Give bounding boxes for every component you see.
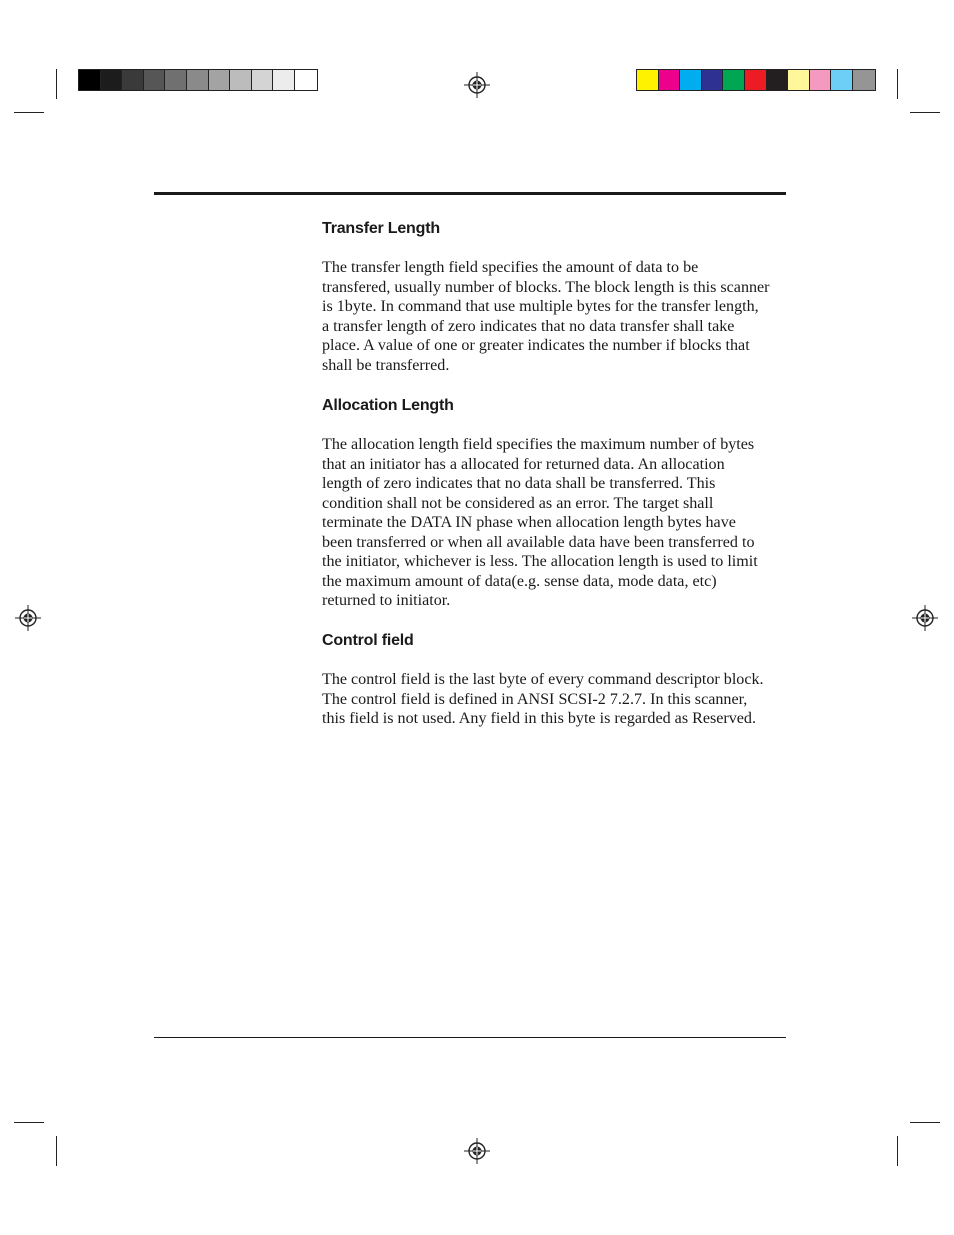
footer-rule bbox=[154, 1037, 786, 1038]
process-color-swatch bbox=[745, 70, 767, 90]
process-color-swatch bbox=[680, 70, 702, 90]
process-color-swatch bbox=[702, 70, 724, 90]
section-heading: Transfer Length bbox=[322, 220, 440, 237]
crop-mark-bottom-left-vertical bbox=[56, 1136, 57, 1166]
process-color-swatch bbox=[659, 70, 681, 90]
grayscale-swatch bbox=[273, 70, 295, 90]
section-control-field bbox=[322, 632, 792, 727]
grayscale-color-bar bbox=[78, 69, 318, 91]
grayscale-swatch bbox=[79, 70, 101, 90]
section-paragraph: The allocation length field specifies the maximum number of bytes that an initiator has a allocated for returned data. An allocation length of zero indicates that no data shall be transferred. This condition shall not be considered as an error. The target shall terminate the DATA IN phase when allocation length bytes have been transferred or when all available data have been transferred to the initiator, whichever is less. The allocation length is used to limit the maximum amount of data(e.g. sense data, mode data, etc) returned to initiator. bbox=[322, 436, 758, 609]
section-allocation-length bbox=[322, 397, 792, 609]
section-paragraph: The control field is the last byte of every command descriptor block. The control field is defined in ANSI SCSI-2 7.2.7. In this scanner, this field is not used. Any field in this byte is regarded as Reserved. bbox=[322, 671, 764, 727]
crop-mark-top-right-vertical bbox=[897, 69, 898, 99]
registration-mark-bottom-icon bbox=[464, 1138, 490, 1164]
crop-mark-top-right-horizontal bbox=[910, 112, 940, 113]
process-color-swatch bbox=[810, 70, 832, 90]
registration-mark-right-icon bbox=[912, 605, 938, 631]
registration-mark-top-icon bbox=[464, 72, 490, 98]
grayscale-swatch bbox=[209, 70, 231, 90]
section-paragraph: The transfer length field specifies the amount of data to be transfered, usually number of blocks. The block length is this scanner is 1byte. In command that use multiple bytes for the transfer length, a transfer length of zero indicates that no data transfer shall take place. A value of one or greater indicates the number if blocks that shall be transferred. bbox=[322, 259, 770, 374]
grayscale-swatch bbox=[230, 70, 252, 90]
grayscale-swatch bbox=[295, 70, 317, 90]
process-color-swatch bbox=[853, 70, 875, 90]
grayscale-swatch bbox=[101, 70, 123, 90]
process-color-swatch bbox=[788, 70, 810, 90]
grayscale-swatch bbox=[187, 70, 209, 90]
crop-mark-bottom-right-vertical bbox=[897, 1136, 898, 1166]
process-color-swatch bbox=[767, 70, 789, 90]
grayscale-swatch bbox=[165, 70, 187, 90]
crop-mark-top-left-vertical bbox=[56, 69, 57, 99]
process-color-swatch bbox=[637, 70, 659, 90]
crop-mark-top-left-horizontal bbox=[14, 112, 44, 113]
crop-mark-bottom-left-horizontal bbox=[14, 1122, 44, 1123]
section-heading: Control field bbox=[322, 632, 414, 649]
process-color-bar bbox=[636, 69, 876, 91]
grayscale-swatch bbox=[252, 70, 274, 90]
grayscale-swatch bbox=[144, 70, 166, 90]
section-heading: Allocation Length bbox=[322, 397, 454, 414]
grayscale-swatch bbox=[122, 70, 144, 90]
process-color-swatch bbox=[831, 70, 853, 90]
registration-mark-left-icon bbox=[15, 605, 41, 631]
header-rule bbox=[154, 192, 786, 195]
crop-mark-bottom-right-horizontal bbox=[910, 1122, 940, 1123]
section-transfer-length bbox=[322, 220, 770, 374]
process-color-swatch bbox=[723, 70, 745, 90]
